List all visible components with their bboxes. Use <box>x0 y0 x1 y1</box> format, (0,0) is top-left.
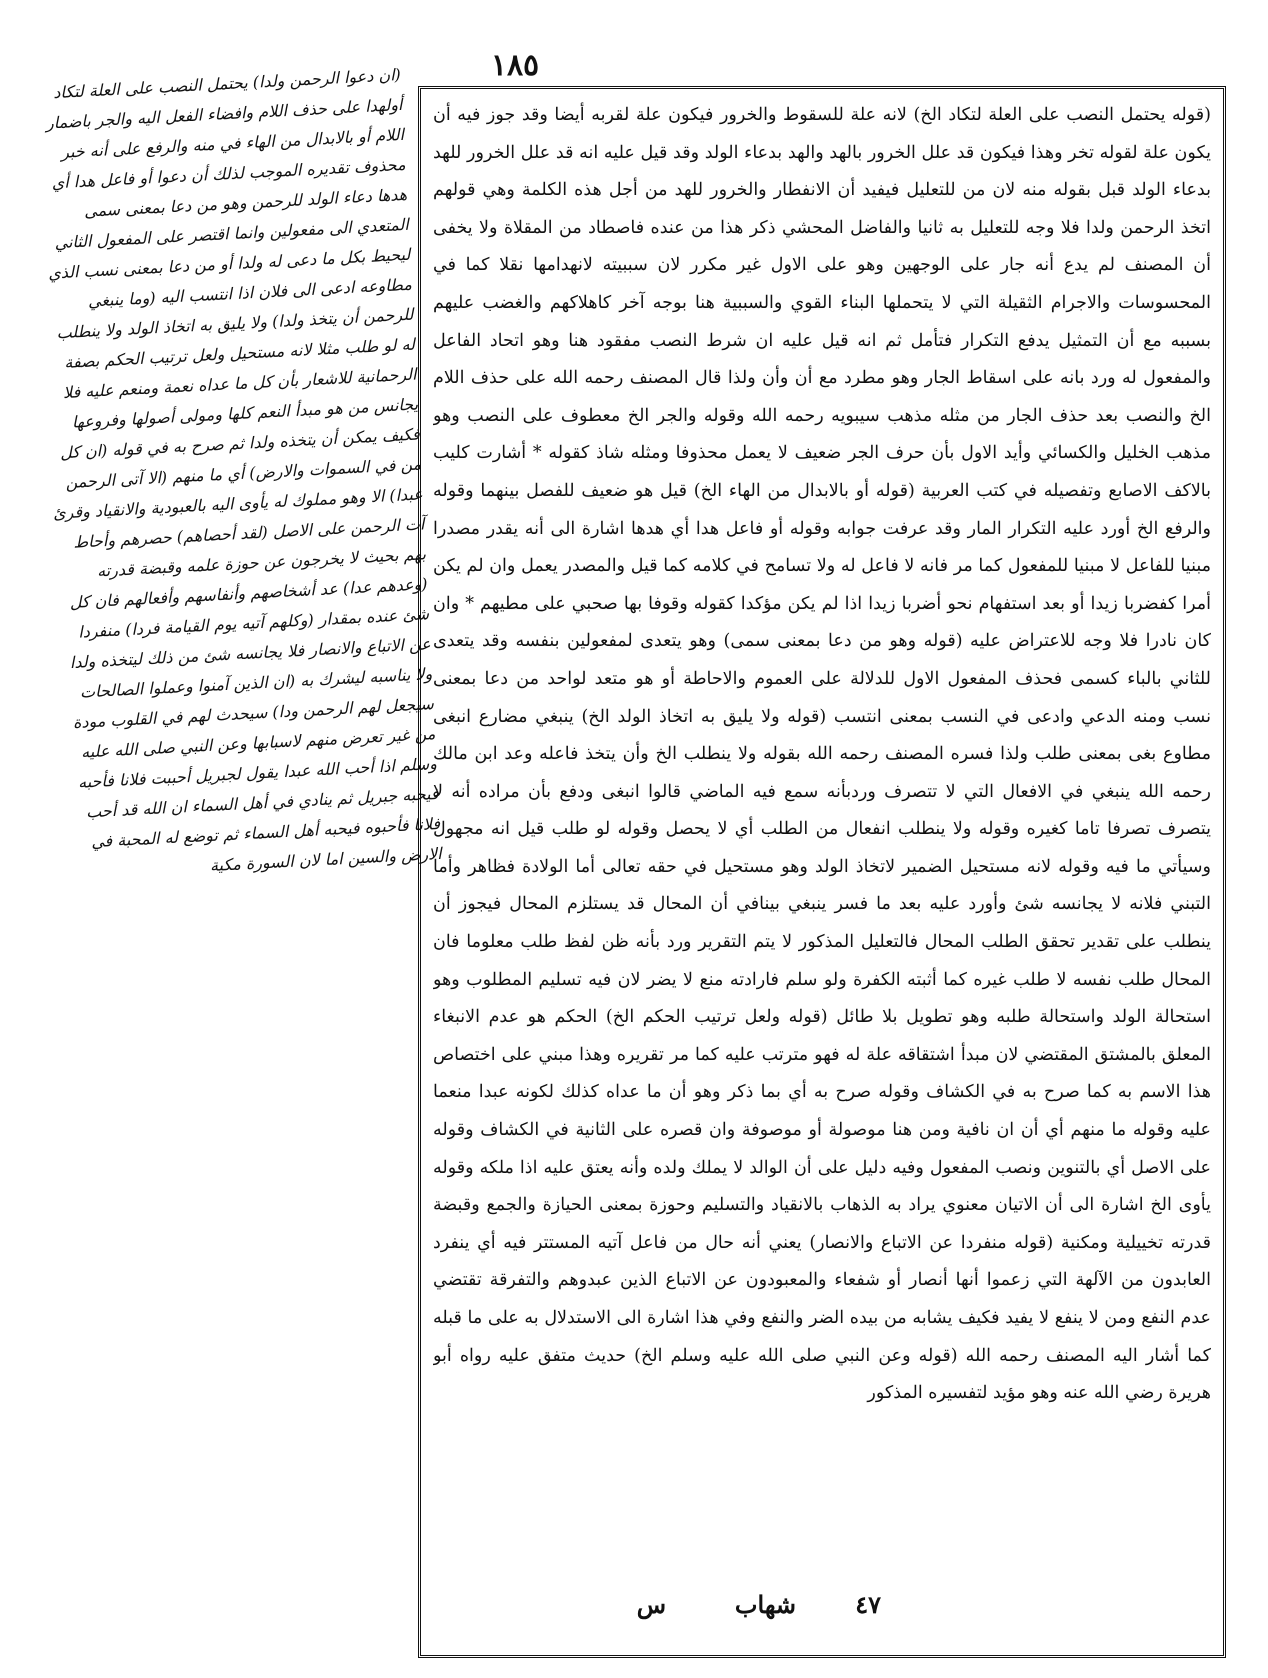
main-text-frame <box>418 86 1226 1658</box>
margin-paragraph: (ان دعوا الرحمن ولدا) يحتمل النصب على العلة لتكاد أولهدا على حذف اللام وافضاء الفعل اليه والجر باضمار اللام أو بالابدال من الهاء في منه والرفع على أنه خبر محذوف تقديره الموجب لذلك أن دعوا أو فاعل هدا أي هدها دعاء الولد للرحمن وهو من دعا بمعنى سمى المتعدي الى مفعولين وانما اقتصر على المفعول الثاني ليحيط بكل ما دعى له ولدا أو من دعا بمعنى نسب الذي مطاوعه ادعى الى فلان اذا انتسب اليه (وما ينبغي للرحمن أن يتخذ ولدا) ولا يليق به اتخاذ الولد ولا ينطلب له لو طلب مثلا لانه مستحيل ولعل ترتيب الحكم بصفة الرحمانية للاشعار بأن كل ما عداه نعمة ومنعم عليه فلا يجانس من هو مبدأ النعم كلها ومولى أصولها وفروعها فكيف يمكن أن يتخذه ولدا ثم صرح به في قوله (ان كل من في السموات والارض) أي ما منهم (الا آتى الرحمن عبدا) الا وهو مملوك له يأوى اليه بالعبودية والانقياد وقرئ آت الرحمن على الاصل (لقد أحصاهم) حصرهم وأحاط بهم بحيث لا يخرجون عن حوزة علمه وقبضة قدرته (وعدهم عدا) عد أشخاصهم وأنفاسهم وأفعالهم فان كل شئ عنده بمقدار (وكلهم آتيه يوم القيامة فردا) منفردا عن الاتباع والانصار فلا يجانسه شئ من ذلك ليتخذه ولدا ولا يناسبه ليشرك به (ان الذين آمنوا وعملوا الصالحات سيجعل لهم الرحمن ودا) سيحدث لهم في القلوب مودة من غير تعرض منهم لاسبابها وعن النبي صلى الله عليه وسلم اذا أحب الله عبدا يقول لجبريل أحببت فلانا فأحبه فيحبه جبريل ثم ينادي في أهل السماء ان الله قد أحب فلانا فأحبوه فيحبه أهل السماء ثم توضع له المحبة في الارض والسين اما لان السورة مكية <box>45 64 443 876</box>
page-number: ١٨٥ <box>490 48 540 83</box>
signature-line <box>418 1590 1226 1630</box>
main-commentary <box>433 97 1211 1597</box>
margin-commentary <box>29 60 462 1258</box>
main-paragraph: (قوله يحتمل النصب على العلة لتكاد الخ) لانه علة للسقوط والخرور فيكون علة لقربه أيضا وقد جوز فيه أن يكون علة لقوله تخر وهذا فيكون قد علل الخرور بالهد والهد بدعاء الولد وقد قيل عليه انه قد علل الخرور للهد بدعاء الولد قبل بقوله منه لان من للتعليل فيفيد أن الانفطار والخرور للهد من أجل هذه الكلمة وهي قولهم اتخذ الرحمن ولدا فلا وجه للتعليل به ثانيا والفاضل المحشي ذكر هذا من عنده فاصطاد من المقلاة ولا يخفى أن المصنف لم يدع أنه جار على الوجهين وهو على الاول غير مكرر لان سببيته لانهدامها نقلا كما في المحسوسات والاجرام الثقيلة التي لا يتحملها البناء القوي والسببية هنا بوجه آخر كاهلاكهم والغضب عليهم بسببه مع أن التمثيل يدفع التكرار فتأمل ثم انه قيل عليه ان شرط النصب مفقود هنا وهو اتحاد الفاعل والمفعول له ورد بانه على اسقاط الجار وهو مطرد مع أن وأن ولذا قال المصنف رحمه الله على حذف اللام الخ والنصب بعد حذف الجار من مثله مذهب سيبويه رحمه الله وقوله والجر الخ معطوف على النصب وهو مذهب الخليل والكسائي وأيد الاول بأن حرف الجر ضعيف لا يعمل محذوفا ومثله شاذ كقوله * أشارت كليب بالاكف الاصابع وتفصيله في كتب العربية (قوله أو بالابدال من الهاء الخ) قيل هو ضعيف للفصل بينهما وقوله والرفع الخ أورد عليه التكرار المار وقد عرفت جوابه وقوله أو فاعل هدا أي هدها اشارة الى أنه يقدر مصدرا مبنيا للفاعل لا مبنيا للمفعول كما مر فانه لا فاعل له ولا تسامح في كلامه كما قيل والمصدر يعمل وان لم يكن أمرا كفضربا زيدا أو بعد استفهام نحو أضربا زيدا اذا لم يكن مؤكدا كقوله وقوفا بها صحبي على مطيهم * وان كان نادرا فلا وجه للاعتراض عليه (قوله وهو من دعا بمعنى سمى) وهو يتعدى لمفعولين بنفسه وقد يتعدى للثاني بالباء كسمى فحذف المفعول الاول للدلالة على العموم والاحاطة أو هو متعد لواحد من دعا بمعنى نسب ومنه الدعي وادعى في النسب بمعنى انتسب (قوله ولا يليق به اتخاذ الولد الخ) ينبغي مضارع انبغى مطاوع بغى بمعنى طلب ولذا فسره المصنف رحمه الله بقوله ولا ينطلب الخ وأن يتخذ فاعله وعد ابن مالك رحمه الله ينبغي في الافعال التي لا تتصرف وردبأنه سمع فيه الماضي قالوا انبغى ودفع بأن مراده أنه لا يتصرف تصرفا تاما كغيره وقوله ولا ينطلب انفعال من الطلب أي لا يحصل وقوله لو طلب قيل انه مجهول وسيأتي ما فيه وقوله لانه مستحيل الضمير لاتخاذ الولد وهو مستحيل في حقه تعالى أما الولادة فظاهر وأما التبني فلانه لا يجانسه شئ وأورد عليه بعد ما فسر ينبغي بينافي أن المحال قد يستلزم المحال فيجوز أن ينطلب على تقدير تحقق الطلب المحال فالتعليل المذكور لا يتم التقرير ورد بأنه ظن لفظ طلب معلوما فان المحال طلب نفسه لا طلب غيره كما أثبته الكفرة ولو سلم فارادته منع لا يضر لان فيه تسليم المطلوب وهو استحالة الولد واستحالة طلبه وهو تطويل بلا طائل (قوله ولعل ترتيب الحكم الخ) الحكم هو عدم الانبغاء المعلق بالمشتق المقتضي لان مبدأ اشتقاقه علة له فهو مترتب عليه كما مر تقريره وهذا مبني على اختصاص هذا الاسم به كما صرح به في الكشاف وقوله صرح به أي بما ذكر وهو أن ما عداه كذلك لكونه عبدا منعما عليه وقوله ما منهم أي أن ان نافية ومن هنا موصولة أو موصوفة وان قصره على الثانية في الكشاف وقوله على الاصل أي بالتنوين ونصب المفعول وفيه دليل على أن الوالد لا يملك ولده وأنه يعتق عليه اذا ملكه وقوله يأوى الخ اشارة الى أن الاتيان معنوي يراد به الذهاب بالانقياد والتسليم وحوزة بمعنى الحيازة والجمع وقبضة قدرته تخييلية ومكنية (قوله منفردا عن الاتباع والانصار) يعني أنه حال من فاعل آتيه المستتر فيه أي ينفرد العابدون من الآلهة التي زعموا أنها أنصار أو شفعاء والمعبودون عن الاتباع الذين عبدوهم والتفرقة تقتضي عدم النفع ومن لا ينفع لا يفيد فكيف يشابه من بيده الضر والنفع وفي هذا اشارة الى الاستدلال به على ما قبله كما أشار اليه المصنف رحمه الله (قوله وعن النبي صلى الله عليه وسلم الخ) حديث متفق عليه رواه أبو هريرة رضي الله عنه وهو مؤيد لتفسيره المذكور <box>433 105 1211 1404</box>
signature-name: شهاب <box>734 1590 796 1619</box>
signature-number: ٤٧ <box>855 1590 881 1619</box>
signature-letter: س <box>636 1590 666 1619</box>
